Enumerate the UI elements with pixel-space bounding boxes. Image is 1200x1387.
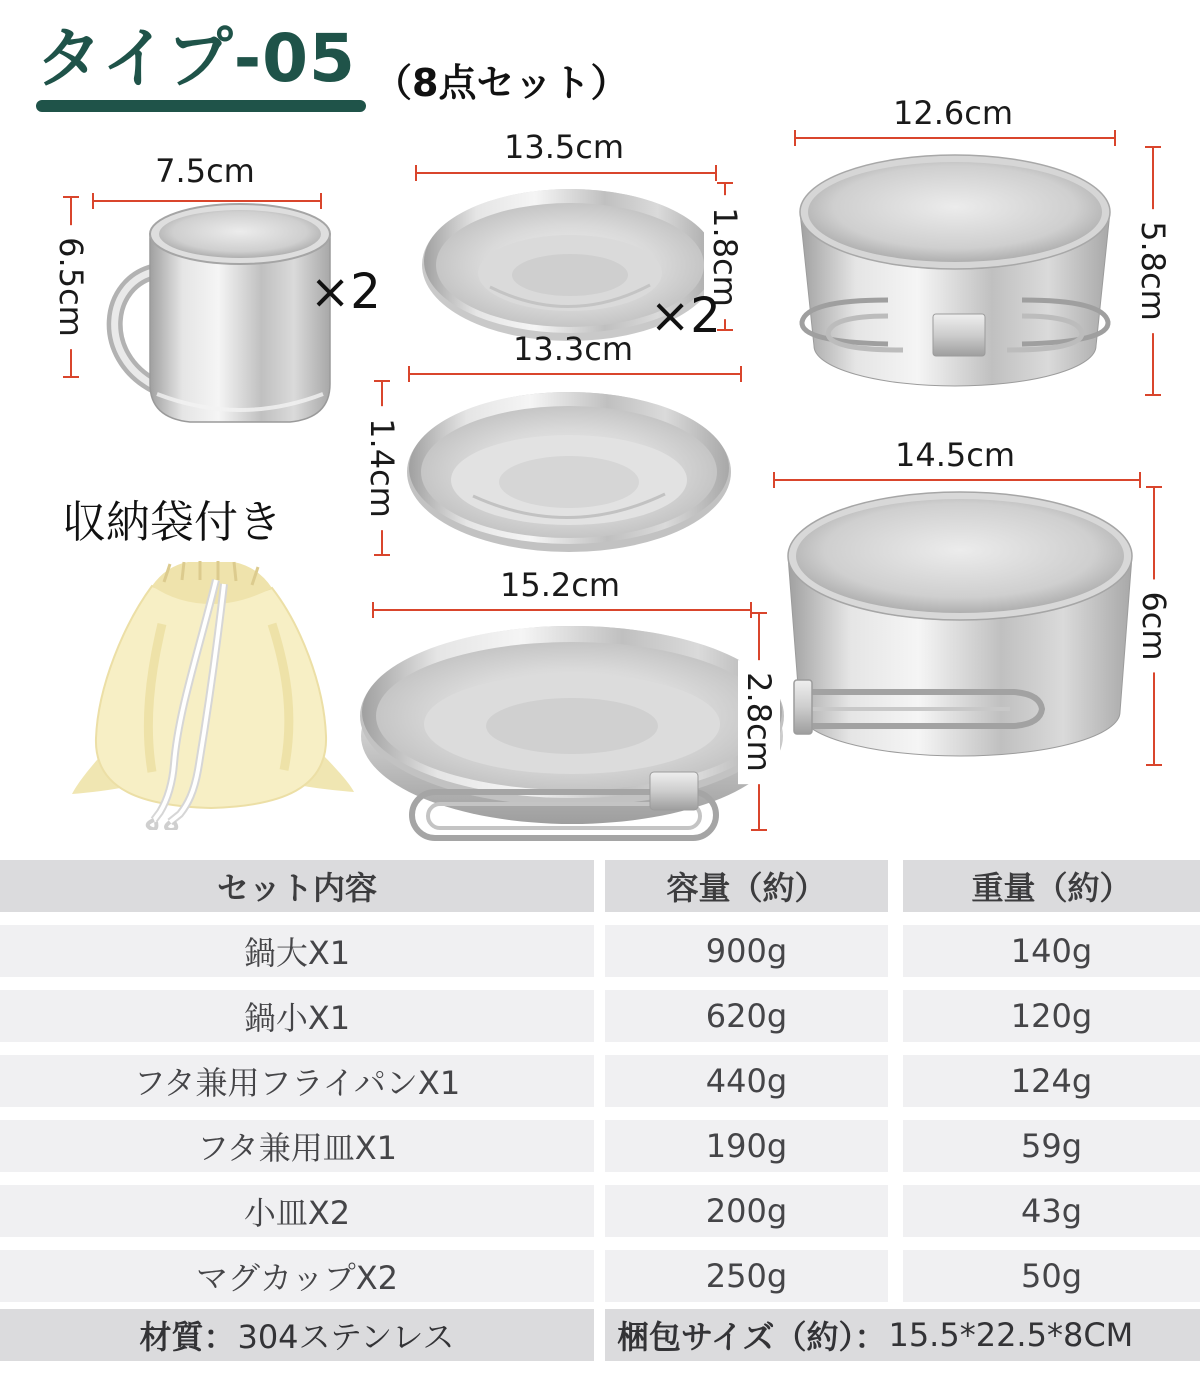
table-row-weight: 43g (903, 1185, 1200, 1237)
table-row-capacity: 250g (605, 1250, 888, 1302)
mug-quantity-label: ×2 (310, 264, 381, 320)
table-row-capacity: 900g (605, 925, 888, 977)
page-subtitle: （8点セット） (374, 61, 629, 105)
table-footer-material (0, 1309, 594, 1361)
table-row-capacity: 190g (605, 1120, 888, 1172)
table-row-weight: 140g (903, 925, 1200, 977)
large-pot-photo (778, 484, 1142, 769)
table-footer-package-size (605, 1309, 1200, 1361)
flat-plate-height-dimension-line (363, 380, 401, 556)
frying-pan-width-label: 15.2cm (499, 566, 620, 604)
small-pot-width-label: 12.6cm (892, 94, 1013, 132)
small-pot-width-dimension-line (794, 130, 1116, 146)
storage-bag-caption: 収納袋付き (62, 497, 282, 548)
flat-plate-width-dimension-line (408, 366, 742, 382)
table-row-capacity: 440g (605, 1055, 888, 1107)
small-plate-quantity-label: ×2 (650, 288, 721, 344)
frying-pan-photo (352, 624, 792, 856)
table-row-weight: 120g (903, 990, 1200, 1042)
table-header-set-contents: セット内容 (0, 860, 594, 912)
small-plate-height-label: 1.8cm (704, 195, 746, 319)
table-row-capacity: 620g (605, 990, 888, 1042)
small-plate-width-label: 13.5cm (503, 128, 624, 166)
package-size-label: 梱包サイズ（約）： (617, 1318, 887, 1356)
frying-pan-width-dimension-line (372, 602, 752, 618)
large-pot-height-dimension-line (1135, 486, 1173, 766)
table-row-capacity: 200g (605, 1185, 888, 1237)
small-pot-height-label: 5.8cm (1132, 209, 1174, 333)
table-row-name: 小皿X2 (0, 1185, 594, 1237)
flat-plate-width-label: 13.3cm (512, 330, 633, 368)
large-pot-width-label: 14.5cm (894, 436, 1015, 474)
large-pot-height-label: 6cm (1133, 579, 1175, 672)
table-header-capacity: 容量（約） (605, 860, 888, 912)
storage-bag-photo (66, 540, 356, 830)
mug-height-label: 6.5cm (50, 225, 92, 349)
mug-width-label: 7.5cm (155, 152, 255, 190)
table-header-weight: 重量（約） (903, 860, 1200, 912)
material-label: 材質： (139, 1318, 236, 1356)
table-row-name: フタ兼用皿X1 (0, 1120, 594, 1172)
small-pot-height-dimension-line (1134, 146, 1172, 396)
mug-height-dimension-line (52, 196, 90, 378)
large-pot-width-dimension-line (773, 472, 1141, 488)
table-row-weight: 50g (903, 1250, 1200, 1302)
package-size-value: 15.5*22.5*8CM (888, 1316, 1134, 1354)
table-row-name: フタ兼用フライパンX1 (0, 1055, 594, 1107)
table-row-weight: 59g (903, 1120, 1200, 1172)
table-row-weight: 124g (903, 1055, 1200, 1107)
flat-plate-height-label: 1.4cm (361, 406, 403, 530)
table-row-name: マグカップX2 (0, 1250, 594, 1302)
table-row-name: 鍋大X1 (0, 925, 594, 977)
material-value: 304ステンレス (237, 1318, 455, 1356)
title-underline (36, 100, 366, 112)
frying-pan-height-dimension-line (740, 612, 778, 831)
frying-pan-height-label: 2.8cm (738, 660, 780, 784)
flat-plate-photo (403, 384, 735, 562)
table-row-name: 鍋小X1 (0, 990, 594, 1042)
mug-photo (95, 196, 335, 431)
mug-width-dimension-line (92, 193, 322, 209)
page-title: タイプ-05 (36, 20, 356, 97)
small-pot-photo (788, 148, 1122, 398)
small-plate-width-dimension-line (415, 165, 717, 181)
